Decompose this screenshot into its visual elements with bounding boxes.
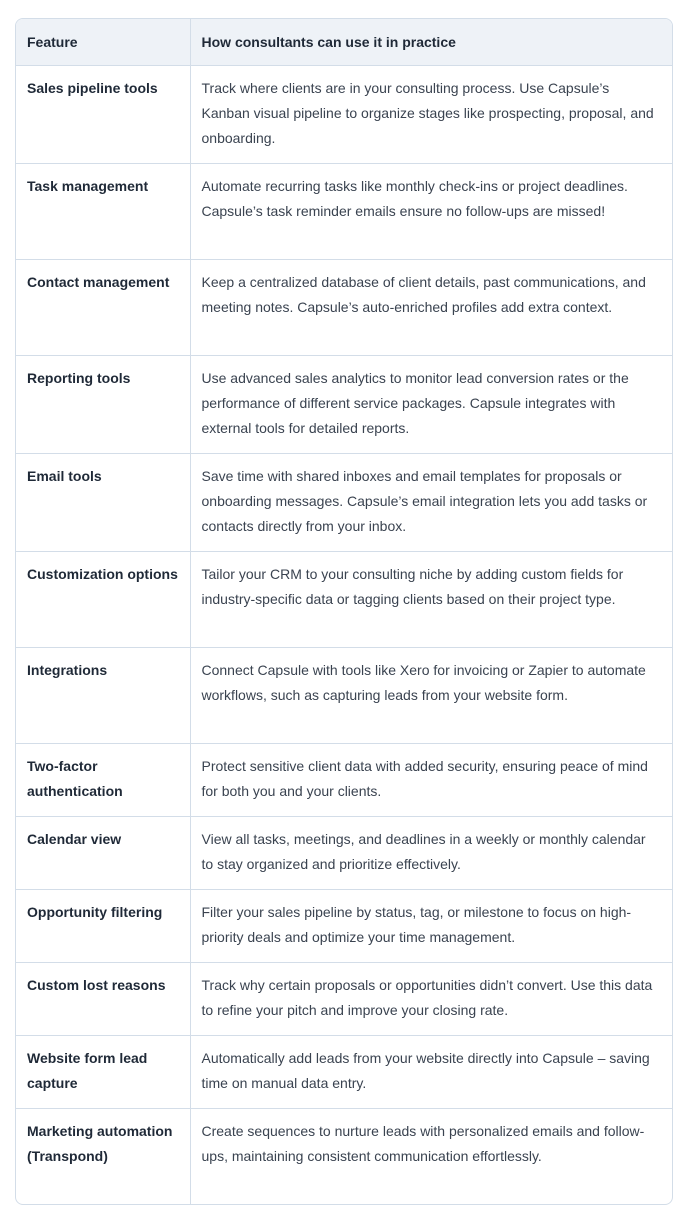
- table-row: [16, 648, 672, 744]
- feature-cell: Task management: [16, 164, 190, 260]
- usage-cell: Use advanced sales analytics to monitor lead conversion rates or the performance of different service packages. Capsule integrates with external tools for detailed reports.: [190, 356, 672, 454]
- usage-cell: View all tasks, meetings, and deadlines in a weekly or monthly calendar to stay organized and prioritize effectively.: [190, 817, 672, 890]
- table-row: [16, 817, 672, 890]
- usage-cell: Protect sensitive client data with added security, ensuring peace of mind for both you and your clients.: [190, 744, 672, 817]
- feature-cell: Customization options: [16, 552, 190, 648]
- table-row: [16, 260, 672, 356]
- usage-cell: Track where clients are in your consulting process. Use Capsule’s Kanban visual pipeline to organize stages like prospecting, proposal, and onboarding.: [190, 66, 672, 164]
- table-row: [16, 356, 672, 454]
- table-row: [16, 66, 672, 164]
- feature-cell: Email tools: [16, 454, 190, 552]
- feature-comparison-table: [15, 18, 673, 1205]
- feature-cell: Sales pipeline tools: [16, 66, 190, 164]
- table-row: [16, 1109, 672, 1205]
- usage-cell: Track why certain proposals or opportunities didn’t convert. Use this data to refine your pitch and improve your closing rate.: [190, 963, 672, 1036]
- usage-cell: Connect Capsule with tools like Xero for invoicing or Zapier to automate workflows, such as capturing leads from your website form.: [190, 648, 672, 744]
- usage-cell: Automatically add leads from your website directly into Capsule – saving time on manual data entry.: [190, 1036, 672, 1109]
- usage-cell: Keep a centralized database of client details, past communications, and meeting notes. Capsule’s auto-enriched profiles add extra context.: [190, 260, 672, 356]
- table-row: [16, 963, 672, 1036]
- feature-cell: Contact management: [16, 260, 190, 356]
- usage-cell: Automate recurring tasks like monthly check-ins or project deadlines. Capsule’s task reminder emails ensure no follow-ups are missed!: [190, 164, 672, 260]
- table-header-row: [16, 19, 672, 66]
- table-row: [16, 1036, 672, 1109]
- feature-cell: Opportunity filtering: [16, 890, 190, 963]
- usage-cell: Tailor your CRM to your consulting niche by adding custom fields for industry-specific data or tagging clients based on their project type.: [190, 552, 672, 648]
- feature-cell: Integrations: [16, 648, 190, 744]
- feature-cell: Reporting tools: [16, 356, 190, 454]
- usage-cell: Save time with shared inboxes and email templates for proposals or onboarding messages. Capsule’s email integration lets you add tasks or contacts directly from your inbox.: [190, 454, 672, 552]
- header-feature: Feature: [16, 19, 190, 66]
- table-row: [16, 454, 672, 552]
- usage-cell: Filter your sales pipeline by status, tag, or milestone to focus on high-priority deals and optimize your time management.: [190, 890, 672, 963]
- feature-cell: Marketing automation (Transpond): [16, 1109, 190, 1205]
- table-row: [16, 552, 672, 648]
- table-row: [16, 744, 672, 817]
- usage-cell: Create sequences to nurture leads with personalized emails and follow-ups, maintaining consistent communication effortlessly.: [190, 1109, 672, 1205]
- features-table: [16, 19, 672, 1204]
- feature-cell: Custom lost reasons: [16, 963, 190, 1036]
- feature-cell: Two-factor authentication: [16, 744, 190, 817]
- table-row: [16, 164, 672, 260]
- table-row: [16, 890, 672, 963]
- header-usage: How consultants can use it in practice: [190, 19, 672, 66]
- feature-cell: Website form lead capture: [16, 1036, 190, 1109]
- feature-cell: Calendar view: [16, 817, 190, 890]
